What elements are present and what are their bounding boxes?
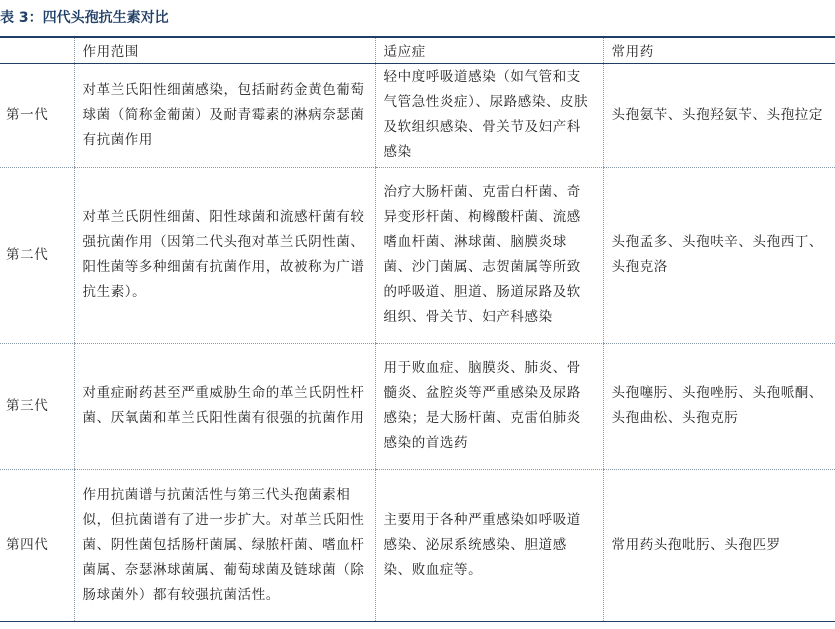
indications-cell: 治疗大肠杆菌、克雷白杆菌、奇异变形杆菌、枸橼酸杆菌、流感嗜血杆菌、淋球菌、脑膜炎球菌、沙门菌属、志贺菌属等所致的呼吸道、胆道、肠道尿路及软组织、骨关节、妇产科感染 <box>375 167 603 343</box>
drugs-cell: 头孢噻肟、头孢唑肟、头孢哌酮、头孢曲松、头孢克肟 <box>603 343 835 469</box>
header-scope: 作用范围 <box>74 37 375 63</box>
table-row <box>0 167 835 343</box>
scope-cell: 作用抗菌谱与抗菌活性与第三代头孢菌素相似，但抗菌谱有了进一步扩大。对革兰氏阳性菌、阴性菌包括肠杆菌属、绿脓杆菌、嗜血杆菌属、奈瑟淋球菌属、葡萄球菌及链球菌（除肠球菌外）都有较强抗菌活性。 <box>74 469 375 621</box>
generation-cell: 第四代 <box>0 469 74 621</box>
drugs-cell: 头孢孟多、头孢呋辛、头孢西丁、头孢克洛 <box>603 167 835 343</box>
generation-cell: 第三代 <box>0 343 74 469</box>
header-indications: 适应症 <box>375 37 603 63</box>
header-row <box>0 37 835 63</box>
table-header <box>0 37 835 63</box>
table-title: 表 3：四代头孢抗生素对比 <box>0 10 169 26</box>
header-generation <box>0 37 74 63</box>
comparison-table <box>0 36 835 622</box>
generation-cell: 第一代 <box>0 63 74 167</box>
drugs-cell: 常用药头孢吡肟、头孢匹罗 <box>603 469 835 621</box>
indications-cell: 轻中度呼吸道感染（如气管和支气管急性炎症）、尿路感染、皮肤及软组织感染、骨关节及妇产科感染 <box>375 63 603 167</box>
header-drugs: 常用药 <box>603 37 835 63</box>
indications-cell: 主要用于各种严重感染如呼吸道感染、泌尿系统感染、胆道感染、败血症等。 <box>375 469 603 621</box>
drugs-cell: 头孢氨苄、头孢羟氨苄、头孢拉定 <box>603 63 835 167</box>
table-row <box>0 343 835 469</box>
scope-cell: 对革兰氏阳性细菌感染，包括耐药金黄色葡萄球菌（简称金葡菌）及耐青霉素的淋病奈瑟菌有抗菌作用 <box>74 63 375 167</box>
table-body <box>0 63 835 621</box>
scope-cell: 对革兰氏阴性细菌、阳性球菌和流感杆菌有较强抗菌作用（因第二代头孢对革兰氏阴性菌、阳性菌等多种细菌有抗菌作用，故被称为广谱抗生素）。 <box>74 167 375 343</box>
table-row <box>0 63 835 167</box>
generation-cell: 第二代 <box>0 167 74 343</box>
scope-cell: 对重症耐药甚至严重威胁生命的革兰氏阴性杆菌、厌氧菌和革兰氏阳性菌有很强的抗菌作用 <box>74 343 375 469</box>
table-row <box>0 469 835 621</box>
indications-cell: 用于败血症、脑膜炎、肺炎、骨髓炎、盆腔炎等严重感染及尿路感染；是大肠杆菌、克雷伯肺炎感染的首选药 <box>375 343 603 469</box>
